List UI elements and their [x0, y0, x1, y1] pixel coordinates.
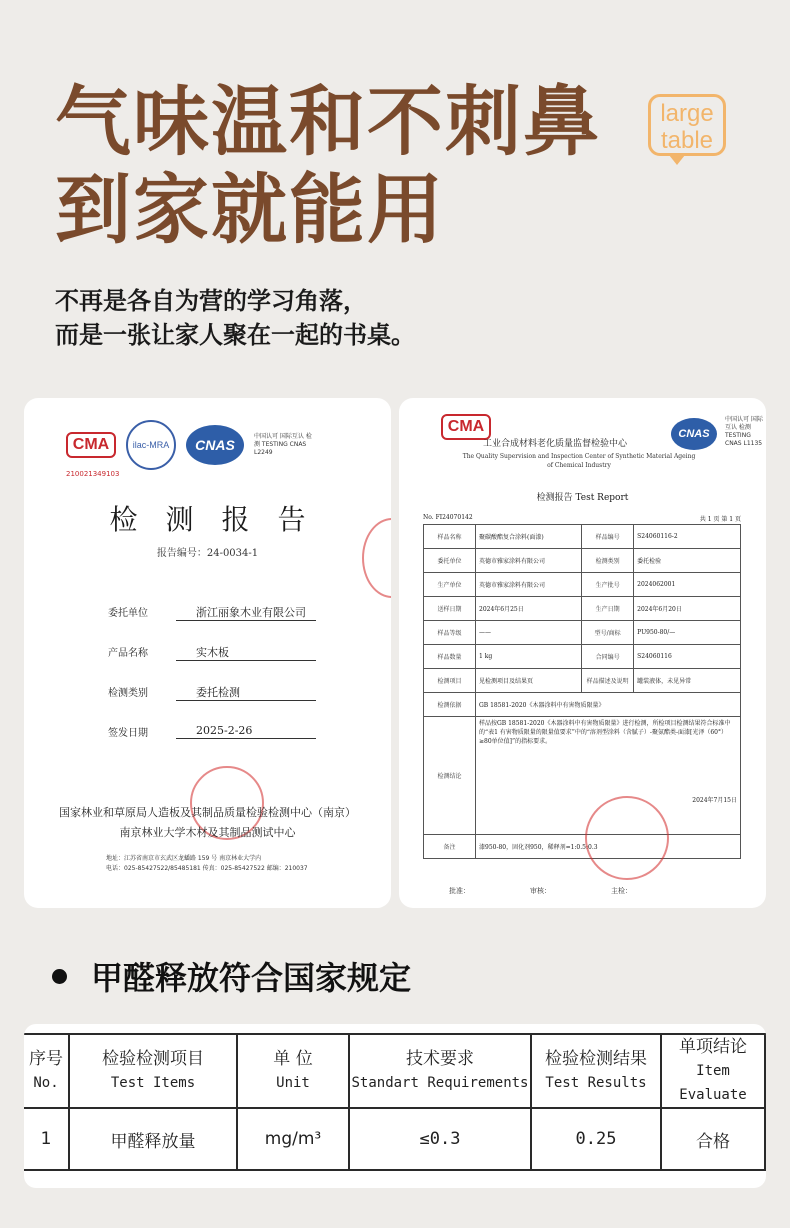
col-header-requirement: [349, 1034, 531, 1108]
info-label: 检测项目: [424, 669, 476, 693]
results-card: [24, 1024, 766, 1188]
info-label: 型号/商标: [582, 621, 634, 645]
remark: 漆950-80，固化剂950，稀释剂=1:0.5:0.3: [476, 835, 741, 859]
cell-requirement: ≤0.3: [349, 1108, 531, 1170]
header-cn: 检验检测项目: [102, 1049, 204, 1069]
table-row: [24, 1108, 765, 1170]
header-cn: 单 位: [273, 1049, 313, 1069]
info-value: 1 kg: [476, 645, 582, 669]
cell-evaluate: 合格: [661, 1108, 765, 1170]
subtitle-line-1: 不再是各自为营的学习角落，: [55, 287, 367, 315]
field-value: 委托检测: [176, 684, 316, 701]
cell-unit: mg/m³: [237, 1108, 349, 1170]
bullet-text: 甲醛释放符合国家规定: [91, 959, 412, 997]
left-cert-badges: [66, 420, 314, 478]
page-indicator: 共 1 页 第 1 页: [699, 516, 741, 523]
cell-no: 1: [24, 1108, 69, 1170]
test-method: GB 18581-2020《木器涂料中有害物质限量》: [476, 693, 741, 717]
right-certificate-card: [399, 398, 766, 908]
info-label: 样品数量: [424, 645, 476, 669]
info-label: 样品编号: [582, 525, 634, 549]
center-name-en: The Quality Supervision and Inspection Center of Synthetic Material Ageing of Chemical Industry: [462, 453, 696, 469]
org-name-1: 国家林业和草原局人造板及其制品质量检验检测中心（南京）: [59, 806, 356, 819]
field-label: 产品名称: [108, 648, 148, 659]
cell-item: 甲醛释放量: [69, 1108, 237, 1170]
header-en: Item Evaluate: [679, 1063, 747, 1103]
cnas-icon: CNAS: [671, 418, 717, 450]
table-header-row: [24, 1034, 765, 1108]
test-report-title: 检测报告 Test Report: [536, 493, 629, 503]
col-header-result: [531, 1034, 661, 1108]
report-no: No. FI24070142: [423, 514, 473, 521]
table-row: [424, 525, 741, 549]
table-row: 检测结论 样品按GB 18581-2020《木器涂料中有害物质限量》进行检测，所检项目检测结果符合标准中的“表1 有害物质限量的限量值要求”中的“溶剂型涂料（含腻子）-聚氨酯类-面漆[光泽（60°）≥80单位值]”的指标要求。 2024年7月15日: [424, 717, 741, 835]
bullet-heading: [52, 953, 411, 999]
subtitle-line-2: 而是一张让家人聚在一起的书桌。: [55, 321, 415, 349]
contact-line: 电话：025-85427522/85485181 传真：025-85427522 邮编：210037: [106, 865, 308, 872]
info-label: 样品等级: [424, 621, 476, 645]
info-value: 英德市雅家涂料有限公司: [476, 549, 582, 573]
signature-row: [449, 886, 632, 896]
info-label: 生产单位: [424, 573, 476, 597]
table-row: [424, 597, 741, 621]
field-value: 浙江丽象木业有限公司: [176, 604, 316, 621]
table-row: [424, 669, 741, 693]
cnas-note: 中国认可 国际互认 检测 TESTING CNAS L2249: [254, 433, 312, 456]
ilac-mra-icon: ilac-MRA: [126, 420, 176, 470]
info-value: 聚碳酸酯复合涂料(面漆): [476, 525, 582, 549]
cell-result: 0.25: [531, 1108, 661, 1170]
table-row: 检测依据 GB 18581-2020《木器涂料中有害物质限量》: [424, 693, 741, 717]
left-certificate-card: [24, 398, 391, 908]
reviewed-label: 审核：: [530, 887, 551, 895]
header-cn: 检验检测结果: [545, 1049, 647, 1069]
center-name: 工业合成材料老化质量监督检验中心: [483, 439, 628, 449]
table-row: [424, 573, 741, 597]
org-name-2: 南京林业大学木材及其制品测试中心: [119, 826, 296, 839]
header-en: Standart Requirements: [351, 1075, 529, 1091]
report-title: 检测报告: [109, 503, 334, 536]
cma-number: 210021349103: [66, 470, 120, 478]
logo-line-2: table: [660, 127, 714, 154]
info-value: 2024062001: [634, 573, 741, 597]
results-table: [24, 1033, 766, 1171]
report-number: 报告编号：24-0034-1: [156, 548, 259, 559]
header-cn: 序号: [29, 1049, 63, 1069]
field-label: 委托单位: [108, 608, 148, 619]
table-row: [424, 645, 741, 669]
info-value: 英德市雅家涂料有限公司: [476, 573, 582, 597]
field-label: 签发日期: [108, 728, 148, 739]
headline-line-2: 到家就能用: [55, 165, 445, 254]
header-cn: 技术要求: [406, 1049, 474, 1069]
table-row: [424, 621, 741, 645]
cnas-note: 中国认可 国际互认 检测 TESTING CNAS L1135: [725, 416, 763, 447]
field-label: 检测类别: [108, 688, 148, 699]
bullet-dot-icon: [52, 969, 67, 984]
headline: [55, 78, 601, 254]
info-value: PU950-80/—: [634, 621, 741, 645]
cma-icon: CMA: [66, 432, 116, 458]
header-en: Test Items: [110, 1075, 196, 1091]
red-seal-stamp: [585, 796, 669, 880]
info-value: 2024年6月25日: [476, 597, 582, 621]
col-header-evaluate: [661, 1034, 765, 1108]
field-value: 实木板: [176, 644, 316, 661]
info-label: 样品名称: [424, 525, 476, 549]
report-info-table: [423, 524, 741, 859]
info-label: 生产批号: [582, 573, 634, 597]
conclusion-text: 样品按GB 18581-2020《木器涂料中有害物质限量》进行检测，所检项目检测结果符合标准中的“表1 有害物质限量的限量值要求”中的“溶剂型涂料（含腻子）-聚氨酯类-面漆[光泽（60°）≥80单位值]”的指标要求。: [479, 720, 731, 745]
cma-icon: CMA: [441, 414, 491, 440]
field-issue-date: [108, 724, 316, 739]
info-value: 罐装液体，未见异常: [634, 669, 741, 693]
logo-line-1: large: [660, 100, 714, 127]
info-label: 检测类别: [582, 549, 634, 573]
field-test-type: [108, 684, 316, 701]
approved-label: 批准：: [449, 887, 470, 895]
field-product: [108, 644, 316, 661]
field-value: 2025-2-26: [176, 724, 316, 739]
info-value: 见检测项目及结果页: [476, 669, 582, 693]
tested-label: 主检：: [611, 887, 632, 895]
header-en: No.: [33, 1075, 59, 1091]
headline-line-1: 气味温和不刺鼻: [55, 77, 601, 166]
table-row: 备注 漆950-80，固化剂950，稀释剂=1:0.5:0.3: [424, 835, 741, 859]
info-value: 委托检验: [634, 549, 741, 573]
table-row: [424, 549, 741, 573]
info-value: 2024年6月20日: [634, 597, 741, 621]
info-label: 合同编号: [582, 645, 634, 669]
col-header-no: [24, 1034, 69, 1108]
col-header-item: [69, 1034, 237, 1108]
brand-logo: [648, 94, 726, 156]
cnas-icon: CNAS: [186, 425, 244, 465]
info-label: 生产日期: [582, 597, 634, 621]
header-en: Test Results: [545, 1075, 647, 1091]
info-value: S24060116: [634, 645, 741, 669]
col-header-unit: [237, 1034, 349, 1108]
info-label: 送样日期: [424, 597, 476, 621]
info-value: ——: [476, 621, 582, 645]
report-no-row: [423, 514, 741, 523]
field-client: [108, 604, 316, 621]
info-value: S24060116-2: [634, 525, 741, 549]
address-line: 地址：江苏省南京市玄武区龙蟠路 159 号 南京林业大学内: [106, 855, 262, 862]
header-en: Unit: [276, 1075, 310, 1091]
info-label: 委托单位: [424, 549, 476, 573]
subtitle: [55, 284, 415, 352]
info-label: 样品描述及说明: [582, 669, 634, 693]
conclusion-date: 2024年7月15日: [692, 797, 737, 804]
header-cn: 单项结论: [679, 1037, 747, 1057]
